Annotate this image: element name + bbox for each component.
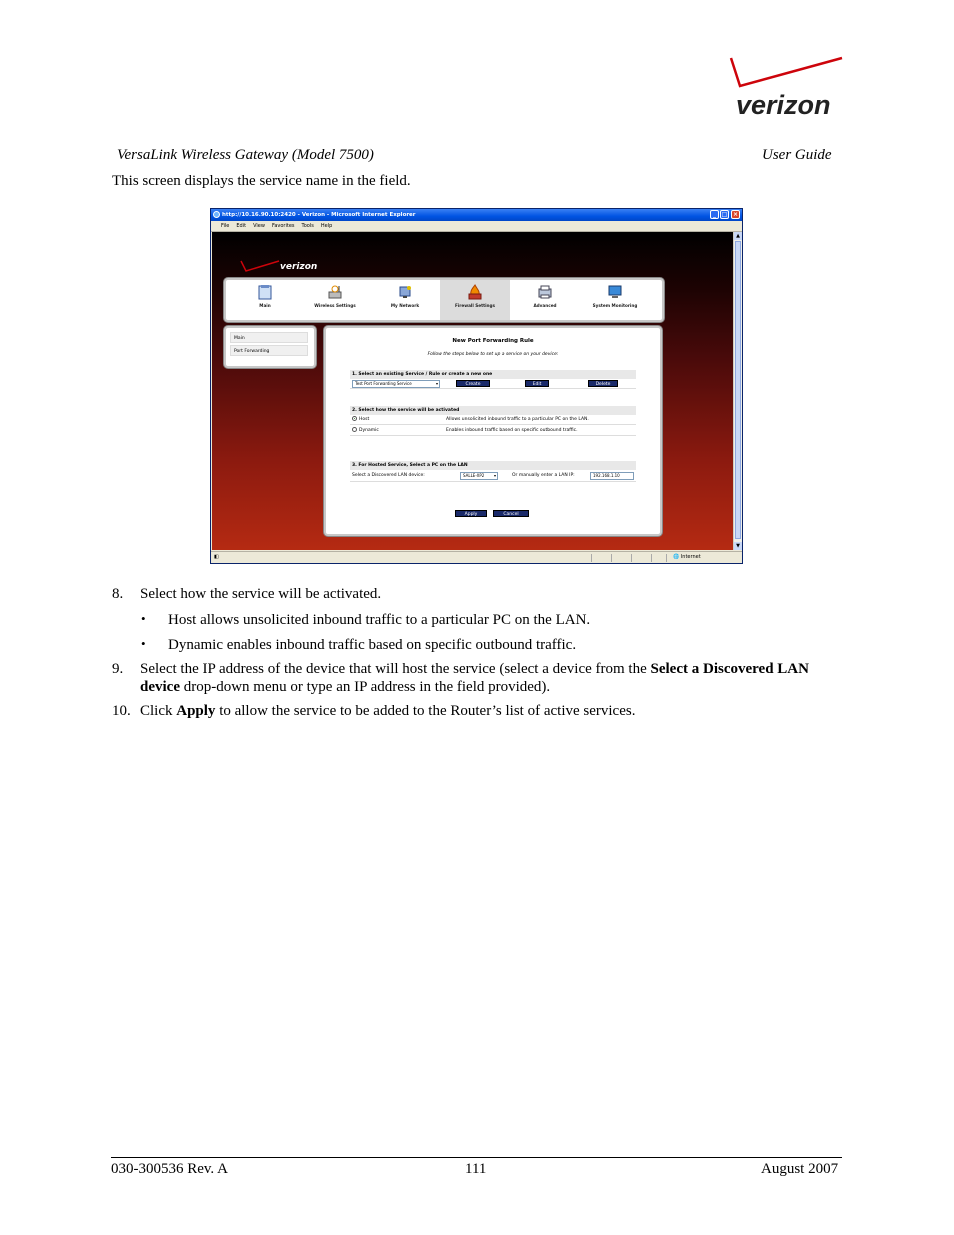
menu-edit[interactable]: Edit bbox=[236, 223, 247, 229]
step-8-number: 8. bbox=[112, 586, 124, 602]
vertical-scrollbar[interactable] bbox=[733, 232, 742, 550]
edit-button[interactable]: Edit bbox=[525, 380, 549, 387]
nav-system-monitoring[interactable] bbox=[580, 280, 650, 320]
lan-device-select[interactable] bbox=[460, 472, 498, 480]
lan-device-label: Select a Discovered LAN device: bbox=[352, 473, 425, 478]
step-9-pre: Select the IP address of the device that will host the service (select a device from the bbox=[140, 661, 651, 677]
scroll-thumb[interactable] bbox=[735, 241, 741, 539]
menu-view[interactable]: View bbox=[253, 223, 265, 229]
step-9-bold-1: Select a Discovered LAN bbox=[650, 661, 809, 677]
footer-date: August 2007 bbox=[761, 1161, 839, 1177]
maximize-icon[interactable]: □ bbox=[721, 211, 728, 218]
service-select-value: Test Port Forwarding Service bbox=[355, 381, 412, 386]
dynamic-radio-wrap[interactable] bbox=[352, 426, 379, 436]
close-icon[interactable]: × bbox=[732, 211, 739, 218]
window-titlebar bbox=[211, 209, 742, 221]
left-menu-port-forwarding[interactable]: Port Forwarding bbox=[230, 345, 308, 356]
page-done-icon: ◧ bbox=[214, 554, 219, 560]
document-title: VersaLink Wireless Gateway (Model 7500) bbox=[117, 147, 374, 163]
host-radio[interactable] bbox=[352, 416, 357, 421]
minimize-icon[interactable]: _ bbox=[710, 210, 719, 219]
step-8-text: Select how the service will be activated. bbox=[140, 586, 382, 602]
bullet-dynamic: Dynamic enables inbound traffic based on specific outbound traffic. bbox=[168, 637, 577, 653]
section-1-heading: 1. Select an existing Service / Rule or create a new one bbox=[350, 370, 636, 379]
nav-network-label: My Network bbox=[390, 303, 420, 308]
step-9-bold-2: device bbox=[140, 679, 180, 695]
internet-zone: 🌐 Internet bbox=[673, 554, 701, 560]
host-row bbox=[350, 415, 636, 425]
manual-ip-label: Or manually enter a LAN IP: bbox=[512, 473, 575, 478]
step-9-text bbox=[140, 660, 840, 696]
bullet-icon: • bbox=[141, 636, 146, 651]
host-label: Host bbox=[359, 417, 370, 422]
firewall-icon bbox=[467, 284, 483, 300]
menu-help[interactable]: Help bbox=[320, 223, 333, 229]
menu-bar bbox=[211, 221, 742, 232]
bullet-host: Host allows unsolicited inbound traffic to a particular PC on the LAN. bbox=[168, 612, 591, 628]
create-button[interactable]: Create bbox=[456, 380, 490, 387]
nav-main[interactable] bbox=[230, 280, 300, 320]
apply-button[interactable]: Apply bbox=[455, 510, 487, 517]
scroll-down-icon[interactable]: ▼ bbox=[734, 542, 742, 550]
chevron-down-icon: ▾ bbox=[435, 381, 438, 386]
step-9-post: drop-down menu or type an IP address in the field provided). bbox=[179, 679, 551, 695]
lan-device-value: SALLE-XP2 bbox=[463, 473, 485, 478]
verizon-logo bbox=[728, 56, 843, 122]
step-10-number: 10. bbox=[112, 703, 131, 719]
browser-screenshot bbox=[210, 208, 743, 564]
left-menu bbox=[224, 326, 316, 368]
menu-file[interactable]: File bbox=[221, 223, 230, 229]
top-navigation bbox=[224, 278, 664, 322]
intro-paragraph: This screen displays the service name in the field. bbox=[112, 173, 411, 189]
internet-zone-label: Internet bbox=[680, 554, 701, 560]
nav-firewall-label: Firewall Settings bbox=[455, 303, 495, 308]
panel-title: New Port Forwarding Rule bbox=[452, 338, 534, 344]
dynamic-radio[interactable] bbox=[352, 427, 357, 432]
nav-firewall-settings[interactable] bbox=[440, 280, 510, 320]
main-icon bbox=[257, 284, 273, 300]
nav-advanced[interactable] bbox=[510, 280, 580, 320]
bullet-icon: • bbox=[141, 611, 146, 626]
dynamic-label: Dynamic bbox=[359, 428, 379, 433]
nav-wireless-label: Wireless Settings bbox=[314, 303, 356, 308]
service-select[interactable] bbox=[352, 380, 440, 388]
monitor-icon bbox=[607, 284, 623, 300]
step-10-bold: Apply bbox=[176, 703, 216, 719]
menu-tools[interactable]: Tools bbox=[301, 223, 314, 229]
section-3-row bbox=[350, 470, 636, 482]
network-icon bbox=[397, 284, 413, 300]
left-menu-main[interactable]: Main bbox=[230, 332, 308, 343]
advanced-icon bbox=[537, 284, 553, 300]
host-radio-wrap[interactable] bbox=[352, 415, 369, 425]
nav-advanced-label: Advanced bbox=[533, 303, 557, 308]
wireless-icon bbox=[327, 284, 343, 300]
manual-ip-value: 192.168.1.10 bbox=[593, 473, 620, 478]
section-3-heading: 3. For Hosted Service, Select a PC on the LAN bbox=[350, 461, 636, 470]
nav-main-label: Main bbox=[259, 303, 271, 308]
nav-monitoring-label: System Monitoring bbox=[592, 303, 638, 308]
nav-my-network[interactable] bbox=[370, 280, 440, 320]
footer-rule bbox=[111, 1157, 842, 1158]
port-forwarding-panel bbox=[324, 326, 662, 536]
document-type: User Guide bbox=[762, 147, 832, 163]
scroll-up-icon[interactable]: ▲ bbox=[734, 232, 742, 240]
chevron-down-icon: ▾ bbox=[493, 473, 496, 478]
window-title: http://10.16.90.10:2420 - Verizon - Microsoft Internet Explorer bbox=[222, 212, 416, 218]
step-10-post: to allow the service to be added to the Router’s list of active services. bbox=[215, 703, 636, 719]
section-1-row bbox=[350, 379, 636, 389]
footer-page-number: 111 bbox=[465, 1161, 487, 1177]
ie-icon bbox=[213, 211, 220, 218]
dynamic-description: Enables inbound traffic based on specific outbound traffic. bbox=[446, 428, 578, 433]
site-logo-text: verizon bbox=[280, 262, 318, 272]
cancel-button[interactable]: Cancel bbox=[493, 510, 529, 517]
delete-button[interactable]: Delete bbox=[588, 380, 618, 387]
step-9-number: 9. bbox=[112, 661, 124, 677]
manual-ip-input[interactable] bbox=[590, 472, 634, 480]
verizon-check-icon bbox=[240, 259, 280, 273]
section-2-heading: 2. Select how the service will be activated bbox=[350, 406, 636, 415]
step-10-pre: Click bbox=[140, 703, 177, 719]
step-10-text bbox=[140, 702, 635, 720]
page-viewport bbox=[212, 232, 733, 550]
status-bar bbox=[211, 551, 742, 564]
menu-favorites[interactable]: Favorites bbox=[271, 223, 295, 229]
logo-wordmark: verizon bbox=[736, 90, 831, 120]
host-description: Allows unsolicited inbound traffic to a particular PC on the LAN. bbox=[446, 417, 589, 422]
panel-subtitle: Follow the steps below to set up a service on your device: bbox=[427, 352, 559, 357]
footer-doc-number: 030-300536 Rev. A bbox=[111, 1161, 228, 1177]
nav-wireless-settings[interactable] bbox=[300, 280, 370, 320]
dynamic-row bbox=[350, 426, 636, 436]
